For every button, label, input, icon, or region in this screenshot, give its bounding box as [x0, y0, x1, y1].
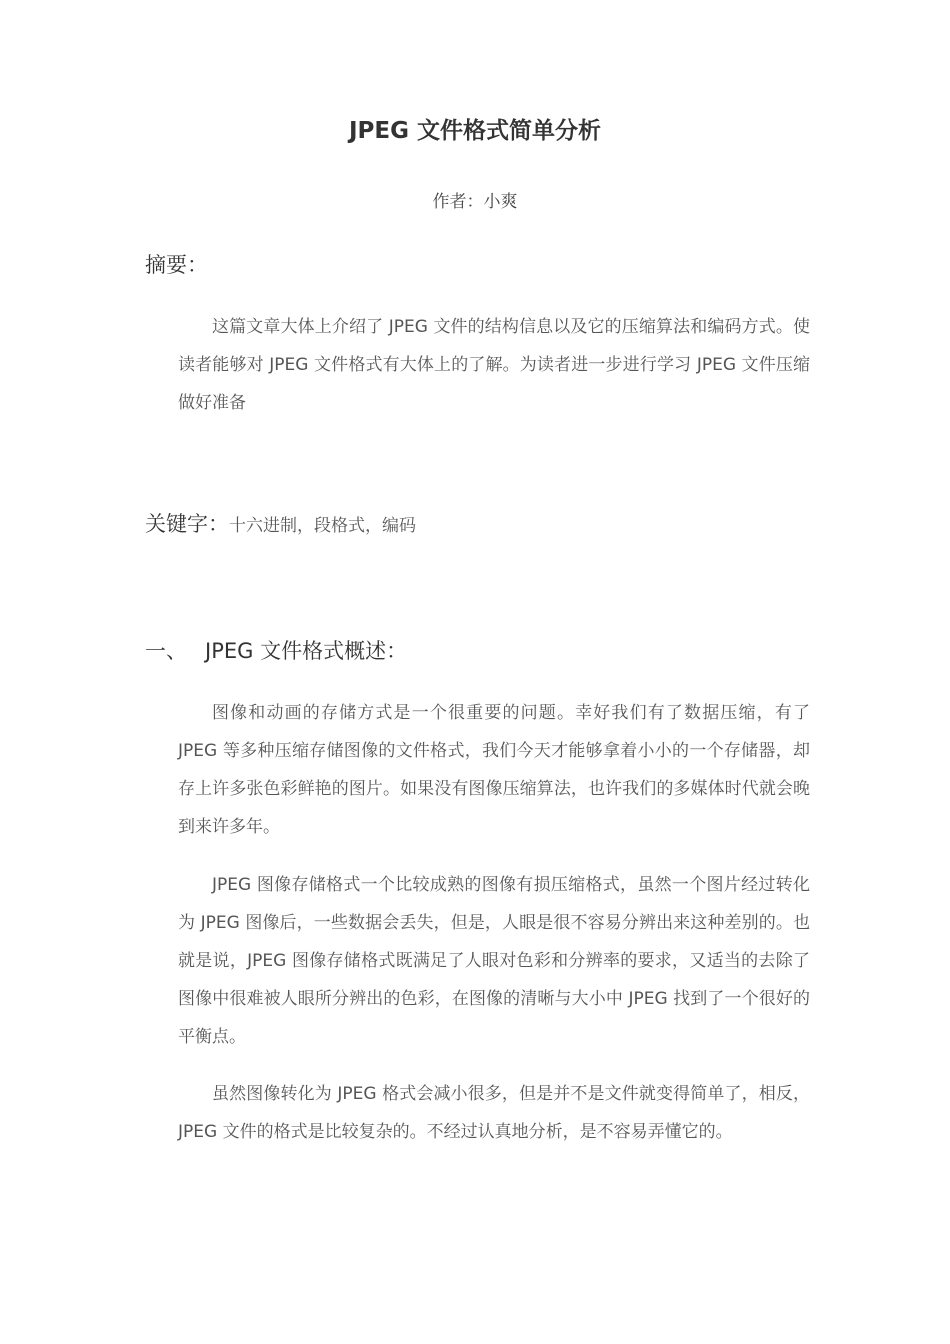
abstract-heading: 摘要： — [145, 253, 208, 277]
section-1-paragraph-1: 图像和动画的存储方式是一个很重要的问题。幸好我们有了数据压缩，有了 JPEG 等多种压缩存储图像的文件格式，我们今天才能够拿着小小的一个存储器，却存上许多张色彩鲜艳的图片。如果没有图像压缩算法，也许我们的多媒体时代就会晚到来许多年。 — [178, 703, 810, 837]
section-1-title: JPEG 文件格式概述： — [205, 639, 408, 663]
section-1-paragraph-3: 虽然图像转化为 JPEG 格式会减小很多，但是并不是文件就变得简单了，相反，JPEG 文件的格式是比较复杂的。不经过认真地分析，是不容易弄懂它的。 — [178, 1084, 810, 1142]
section-1-paragraph-2: JPEG 图像存储格式一个比较成熟的图像有损压缩格式，虽然一个图片经过转化为 JPEG 图像后，一些数据会丢失，但是，人眼是很不容易分辨出来这种差别的。也就是说，JPEG 图像存储格式既满足了人眼对色彩和分辨率的要求，又适当的去除了图像中很难被人眼所分辨出的色彩，在图像的清晰与大小中 JPEG 找到了一个很好的平衡点。 — [178, 875, 810, 1047]
section-1-heading — [145, 635, 407, 665]
keywords-value: 十六进制，段格式，编码 — [229, 516, 416, 536]
document-title: JPEG 文件格式简单分析 — [348, 118, 601, 144]
keywords-line — [145, 508, 416, 538]
section-1-number: 一、 — [145, 639, 187, 663]
keywords-label: 关键字： — [145, 512, 229, 536]
abstract-paragraph: 这篇文章大体上介绍了 JPEG 文件的结构信息以及它的压缩算法和编码方式。使读者能够对 JPEG 文件格式有大体上的了解。为读者进一步进行学习 JPEG 文件压缩做好准备 — [178, 317, 810, 413]
author-line: 作者：小爽 — [432, 192, 518, 212]
